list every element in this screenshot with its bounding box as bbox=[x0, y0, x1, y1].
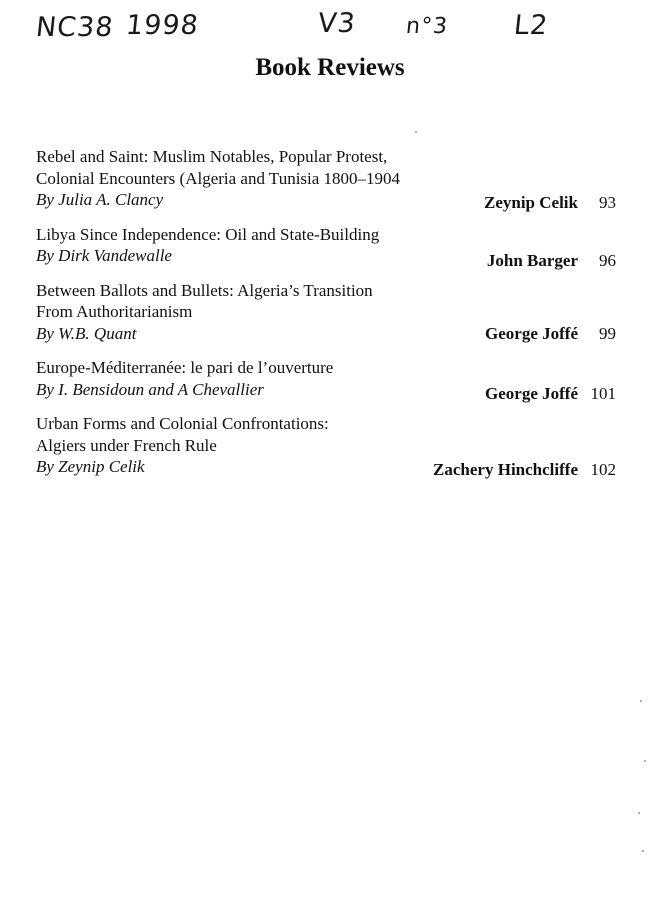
scan-speck bbox=[640, 700, 642, 702]
book-author: By Julia A. Clancy bbox=[36, 190, 164, 209]
reviewer-block bbox=[433, 459, 616, 481]
review-byline-row bbox=[36, 189, 616, 211]
reviewer-block bbox=[485, 323, 616, 345]
page-number: 99 bbox=[599, 323, 616, 343]
scan-speck bbox=[415, 131, 417, 133]
review-title-line: Algiers under French Rule bbox=[36, 435, 217, 455]
page-number: 96 bbox=[599, 251, 616, 270]
page-number: 101 bbox=[590, 383, 616, 403]
reviewer-block bbox=[487, 250, 616, 272]
review-entry bbox=[36, 357, 616, 403]
reviewer-name: Zachery Hinchcliffe bbox=[433, 460, 578, 479]
book-author: By Zeynip Celik bbox=[36, 457, 145, 476]
scan-speck bbox=[644, 760, 646, 762]
reviewer-block bbox=[484, 192, 616, 214]
review-entry bbox=[36, 280, 616, 345]
handwritten-note: 1998 bbox=[124, 10, 201, 41]
review-title-line: Between Ballots and Bullets: Algeria’s Transition bbox=[36, 280, 373, 300]
review-list bbox=[36, 146, 616, 491]
handwritten-annotations bbox=[0, 6, 650, 56]
book-author: By Dirk Vandewalle bbox=[36, 246, 172, 265]
handwritten-note: L2 bbox=[512, 10, 550, 41]
reviewer-name: John Barger bbox=[486, 251, 578, 270]
scan-speck bbox=[642, 850, 644, 852]
review-entry bbox=[36, 146, 616, 211]
handwritten-note: V3 bbox=[316, 8, 358, 39]
page-title: Book Reviews bbox=[255, 54, 405, 81]
scan-speck bbox=[638, 812, 640, 814]
review-entry bbox=[36, 413, 616, 478]
reviewer-block bbox=[485, 383, 616, 405]
reviewer-name: George Joffé bbox=[485, 383, 578, 403]
review-title-line: Libya Since Independence: Oil and State-Building bbox=[36, 224, 380, 244]
book-author: By I. Bensidoun and A Chevallier bbox=[36, 379, 264, 399]
review-title-line: From Authoritarianism bbox=[36, 302, 193, 321]
handwritten-note: NC38 bbox=[34, 12, 116, 43]
review-title-line: Rebel and Saint: Muslim Notables, Popular Protest, bbox=[36, 147, 388, 166]
reviewer-name: Zeynip Celik bbox=[484, 193, 578, 212]
review-byline-row bbox=[36, 379, 616, 401]
review-entry bbox=[36, 224, 616, 270]
reviewer-name: George Joffé bbox=[485, 323, 578, 343]
review-title-line: Urban Forms and Colonial Confrontations: bbox=[36, 414, 329, 433]
page-number: 102 bbox=[590, 460, 616, 479]
review-title-line: Colonial Encounters (Algeria and Tunisia 1800–1904 bbox=[36, 168, 401, 188]
page-number: 93 bbox=[599, 193, 616, 212]
review-byline-row bbox=[36, 245, 616, 270]
book-author: By W.B. Quant bbox=[36, 323, 137, 343]
handwritten-note: n°3 bbox=[404, 14, 450, 39]
review-title-line: Europe-Méditerranée: le pari de l’ouverture bbox=[36, 358, 334, 377]
review-byline-row bbox=[36, 456, 616, 478]
review-byline-row bbox=[36, 323, 616, 345]
